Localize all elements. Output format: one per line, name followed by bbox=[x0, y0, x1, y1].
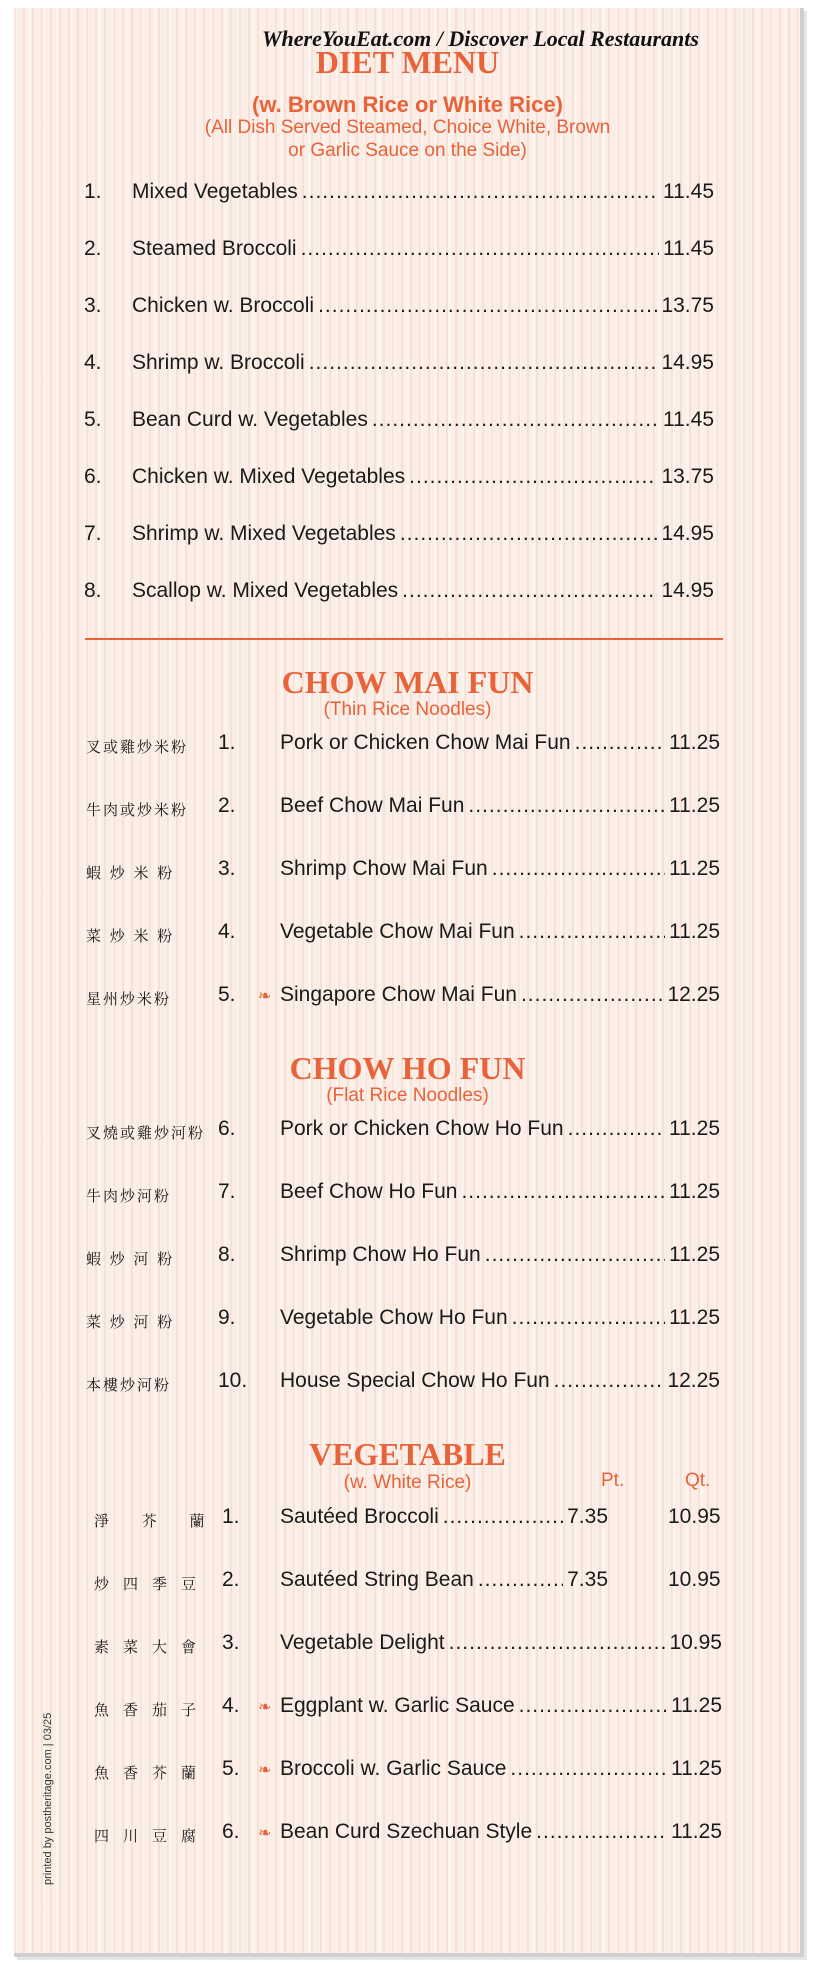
chinese-name: 叉燒或雞炒河粉 bbox=[86, 1124, 206, 1142]
hofun-menu-item bbox=[258, 1243, 720, 1267]
item-name: Beef Chow Ho Fun bbox=[280, 1180, 458, 1203]
quart-price: 10.95 bbox=[668, 1568, 721, 1591]
chinese-name: 蝦 炒 河 粉 bbox=[86, 1250, 175, 1268]
item-name: Shrimp w. Broccoli bbox=[132, 351, 305, 374]
chinese-name: 素菜大會 bbox=[94, 1638, 211, 1656]
chow-ho-fun-title: CHOW HO FUN bbox=[289, 1050, 526, 1086]
quart-price: 11.25 bbox=[671, 1757, 722, 1780]
chow-ho-fun-subtitle: (Flat Rice Noodles) bbox=[326, 1085, 489, 1106]
item-name: House Special Chow Ho Fun bbox=[280, 1369, 550, 1392]
item-name: Sautéed Broccoli bbox=[280, 1505, 439, 1528]
item-name: Vegetable Delight bbox=[280, 1631, 445, 1654]
item-name: Bean Curd Szechuan Style bbox=[280, 1820, 533, 1843]
diet-menu-subtitle: (w. Brown Rice or White Rice) bbox=[252, 92, 563, 117]
item-price: 11.25 bbox=[669, 1117, 720, 1140]
item-number: 10. bbox=[218, 1369, 248, 1392]
chinese-name: 淨 芥 蘭 bbox=[94, 1512, 219, 1530]
chow-mai-fun-subtitle: (Thin Rice Noodles) bbox=[323, 699, 492, 720]
chinese-name: 蝦 炒 米 粉 bbox=[86, 864, 175, 882]
item-name: Chicken w. Broccoli bbox=[132, 294, 315, 317]
item-name: Pork or Chicken Chow Ho Fun bbox=[280, 1117, 564, 1140]
item-name: Eggplant w. Garlic Sauce bbox=[280, 1694, 515, 1717]
item-name: Vegetable Chow Ho Fun bbox=[280, 1306, 508, 1329]
item-number: 6. bbox=[222, 1820, 240, 1843]
chinese-name: 魚香芥蘭 bbox=[94, 1764, 211, 1782]
diet-menu-item bbox=[84, 522, 714, 546]
diet-menu-item bbox=[84, 351, 714, 375]
item-price: 11.25 bbox=[669, 857, 720, 880]
item-number: 2. bbox=[222, 1568, 240, 1591]
item-price: 12.25 bbox=[667, 1369, 720, 1392]
dot-leader bbox=[302, 180, 659, 204]
dot-leader bbox=[575, 731, 665, 755]
chinese-name: 四川豆腐 bbox=[94, 1827, 211, 1845]
dot-leader bbox=[318, 294, 657, 318]
dot-leader bbox=[485, 1243, 665, 1267]
item-price: 14.95 bbox=[661, 579, 714, 602]
item-number: 6. bbox=[84, 465, 102, 488]
item-price: 11.45 bbox=[663, 180, 714, 203]
item-number: 5. bbox=[84, 408, 102, 431]
maifun-menu-item bbox=[258, 983, 720, 1007]
dot-leader bbox=[400, 522, 658, 546]
item-number: 4. bbox=[218, 920, 236, 943]
item-name: Shrimp Chow Ho Fun bbox=[280, 1243, 481, 1266]
item-number: 4. bbox=[84, 351, 102, 374]
quart-price: 10.95 bbox=[668, 1505, 721, 1528]
item-name: Shrimp w. Mixed Vegetables bbox=[132, 522, 396, 545]
item-name: Bean Curd w. Vegetables bbox=[132, 408, 368, 431]
vegetable-menu-item bbox=[258, 1631, 722, 1655]
vegetable-menu-item bbox=[258, 1694, 722, 1718]
pint-price: 7.35 bbox=[567, 1505, 608, 1528]
item-name: Shrimp Chow Mai Fun bbox=[280, 857, 488, 880]
item-price: 11.25 bbox=[669, 794, 720, 817]
item-price: 14.95 bbox=[661, 522, 714, 545]
printer-credit: printed by postheritage.com | 03/25 bbox=[42, 1712, 54, 1885]
quart-price: 10.95 bbox=[669, 1631, 722, 1654]
item-number: 1. bbox=[84, 180, 102, 203]
item-number: 8. bbox=[84, 579, 102, 602]
item-number: 1. bbox=[222, 1505, 240, 1528]
item-number: 4. bbox=[222, 1694, 240, 1717]
vegetable-menu-item bbox=[258, 1757, 722, 1781]
item-price: 11.45 bbox=[663, 408, 714, 431]
chinese-name: 炒四季豆 bbox=[94, 1575, 211, 1593]
item-price: 14.95 bbox=[661, 351, 714, 374]
item-price: 13.75 bbox=[661, 294, 714, 317]
quart-price: 11.25 bbox=[671, 1694, 722, 1717]
diet-menu-item bbox=[84, 294, 714, 318]
diet-menu-item bbox=[84, 408, 714, 432]
pint-column-header: Pt. bbox=[601, 1470, 625, 1491]
item-name: Steamed Broccoli bbox=[132, 237, 297, 260]
item-number: 1. bbox=[218, 731, 236, 754]
diet-menu-item bbox=[84, 465, 714, 489]
dot-leader bbox=[492, 857, 665, 881]
item-price: 12.25 bbox=[667, 983, 720, 1006]
item-number: 2. bbox=[84, 237, 102, 260]
diet-menu-note-line1: (All Dish Served Steamed, Choice White, Brown bbox=[204, 117, 611, 138]
dot-leader bbox=[568, 1117, 665, 1141]
item-price: 11.25 bbox=[669, 1180, 720, 1203]
pepper-icon: ❧ bbox=[258, 1825, 272, 1842]
chinese-name: 菜 炒 河 粉 bbox=[86, 1313, 175, 1331]
item-price: 11.25 bbox=[669, 1306, 720, 1329]
chinese-name: 牛肉炒河粉 bbox=[86, 1187, 172, 1205]
item-number: 5. bbox=[222, 1757, 240, 1780]
dot-leader bbox=[443, 1505, 563, 1529]
diet-menu-item bbox=[84, 237, 714, 261]
item-number: 3. bbox=[84, 294, 102, 317]
item-number: 6. bbox=[218, 1117, 236, 1140]
dot-leader bbox=[449, 1631, 666, 1655]
item-name: Broccoli w. Garlic Sauce bbox=[280, 1757, 507, 1780]
vegetable-menu-item bbox=[258, 1820, 722, 1844]
item-name: Pork or Chicken Chow Mai Fun bbox=[280, 731, 571, 754]
hofun-menu-item bbox=[258, 1306, 720, 1330]
item-number: 8. bbox=[218, 1243, 236, 1266]
item-price: 11.45 bbox=[663, 237, 714, 260]
dot-leader bbox=[409, 465, 657, 489]
chinese-name: 叉或雞炒米粉 bbox=[86, 738, 189, 756]
chinese-name: 菜 炒 米 粉 bbox=[86, 927, 175, 945]
dot-leader bbox=[554, 1369, 664, 1393]
pint-price: 7.35 bbox=[567, 1568, 608, 1591]
hofun-menu-item bbox=[258, 1180, 720, 1204]
vegetable-menu-item bbox=[258, 1568, 608, 1592]
maifun-menu-item bbox=[258, 794, 720, 818]
item-number: 5. bbox=[218, 983, 236, 1006]
quart-column-header: Qt. bbox=[685, 1470, 711, 1491]
dot-leader bbox=[372, 408, 659, 432]
item-name: Chicken w. Mixed Vegetables bbox=[132, 465, 406, 488]
item-price: 13.75 bbox=[661, 465, 714, 488]
chinese-name: 本樓炒河粉 bbox=[86, 1376, 172, 1394]
item-number: 7. bbox=[84, 522, 102, 545]
maifun-menu-item bbox=[258, 731, 720, 755]
item-price: 11.25 bbox=[669, 1243, 720, 1266]
dot-leader bbox=[461, 1180, 665, 1204]
dot-leader bbox=[536, 1820, 667, 1844]
vegetable-title: VEGETABLE bbox=[309, 1436, 506, 1472]
quart-price: 11.25 bbox=[671, 1820, 722, 1843]
item-price: 11.25 bbox=[669, 920, 720, 943]
dot-leader bbox=[301, 237, 659, 261]
diet-menu-title: DIET MENU bbox=[315, 44, 500, 80]
item-name: Scallop w. Mixed Vegetables bbox=[132, 579, 399, 602]
pepper-icon: ❧ bbox=[258, 1699, 272, 1716]
hofun-menu-item bbox=[258, 1117, 720, 1141]
vegetable-subtitle: (w. White Rice) bbox=[343, 1472, 472, 1493]
pepper-icon: ❧ bbox=[258, 1762, 272, 1779]
item-number: 3. bbox=[222, 1631, 240, 1654]
dot-leader bbox=[402, 579, 657, 603]
item-number: 2. bbox=[218, 794, 236, 817]
hofun-menu-item bbox=[258, 1369, 720, 1393]
item-name: Beef Chow Mai Fun bbox=[280, 794, 465, 817]
dot-leader bbox=[519, 1694, 667, 1718]
diet-menu-item bbox=[84, 579, 714, 603]
item-name: Sautéed String Bean bbox=[280, 1568, 474, 1591]
site-watermark: WhereYouEat.com / Discover Local Restaurants bbox=[262, 26, 699, 51]
diet-menu-item bbox=[84, 180, 714, 204]
chinese-name: 星州炒米粉 bbox=[86, 990, 172, 1008]
dot-leader bbox=[519, 920, 665, 944]
item-price: 11.25 bbox=[669, 731, 720, 754]
item-number: 9. bbox=[218, 1306, 236, 1329]
dot-leader bbox=[468, 794, 665, 818]
dot-leader bbox=[510, 1757, 667, 1781]
dot-leader bbox=[478, 1568, 563, 1592]
item-name: Mixed Vegetables bbox=[132, 180, 298, 203]
item-number: 7. bbox=[218, 1180, 236, 1203]
chinese-name: 魚香茄子 bbox=[94, 1701, 211, 1719]
dot-leader bbox=[521, 983, 663, 1007]
item-number: 3. bbox=[218, 857, 236, 880]
item-name: Singapore Chow Mai Fun bbox=[280, 983, 517, 1006]
pepper-icon: ❧ bbox=[258, 988, 272, 1005]
dot-leader bbox=[512, 1306, 665, 1330]
maifun-menu-item bbox=[258, 857, 720, 881]
chow-mai-fun-title: CHOW MAI FUN bbox=[281, 664, 534, 700]
diet-menu-note-line2: or Garlic Sauce on the Side) bbox=[288, 140, 527, 161]
maifun-menu-item bbox=[258, 920, 720, 944]
dot-leader bbox=[309, 351, 658, 375]
chinese-name: 牛肉或炒米粉 bbox=[86, 801, 189, 819]
section-divider bbox=[85, 638, 723, 640]
vegetable-menu-item bbox=[258, 1505, 608, 1529]
item-name: Vegetable Chow Mai Fun bbox=[280, 920, 515, 943]
